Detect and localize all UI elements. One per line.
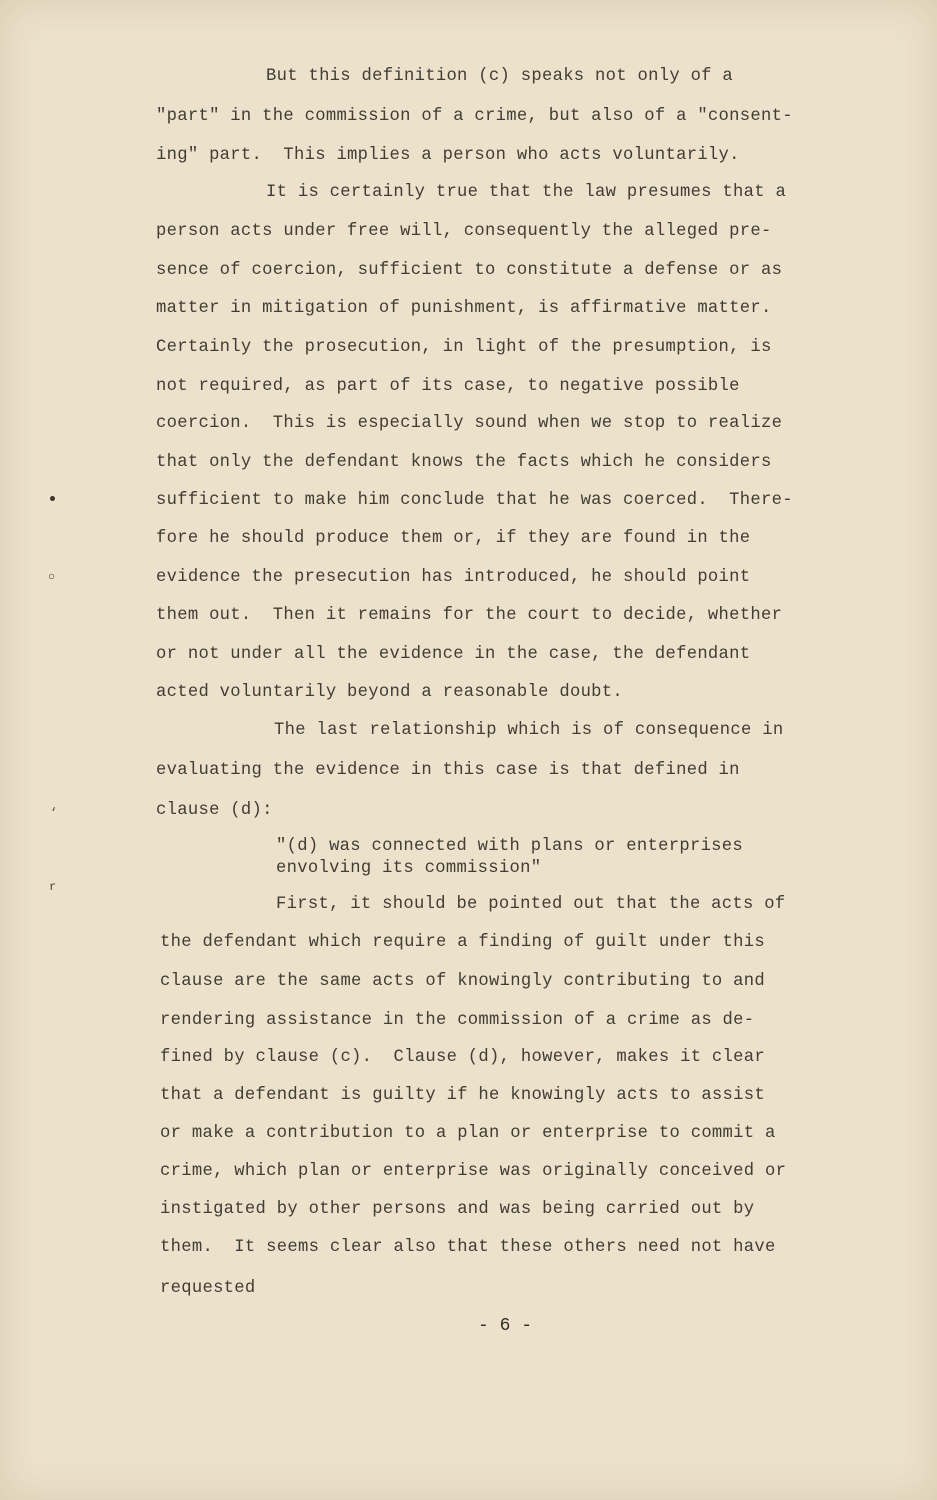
margin-mark: r — [49, 880, 57, 894]
text-line: "part" in the commission of a crime, but also of a "consent- — [156, 107, 793, 126]
text-line: evidence the presecution has introduced, he should point — [156, 568, 751, 587]
text-line: person acts under free will, consequently the alleged pre- — [156, 222, 772, 241]
text-line: evaluating the evidence in this case is that defined in — [156, 761, 740, 780]
text-line: them out. Then it remains for the court to decide, whether — [156, 606, 783, 625]
text-line: not required, as part of its case, to negative possible — [156, 377, 740, 396]
text-line: the defendant which require a finding of guilt under this — [160, 933, 766, 952]
text-line: or not under all the evidence in the case, the defendant — [156, 645, 751, 664]
text-line: Certainly the prosecution, in light of the presumption, is — [156, 338, 772, 357]
text-line: ing" part. This implies a person who acts voluntarily. — [156, 146, 740, 165]
margin-mark: ‘ — [50, 806, 58, 820]
text-line: sence of coercion, sufficient to constitute a defense or as — [156, 261, 783, 280]
text-line: acted voluntarily beyond a reasonable doubt. — [156, 683, 624, 702]
text-line: that only the defendant knows the facts which he considers — [156, 453, 772, 472]
text-line: First, it should be pointed out that the acts of — [276, 895, 786, 914]
text-line: But this definition (c) speaks not only of a — [266, 67, 734, 86]
text-line: coercion. This is especially sound when we stop to realize — [156, 414, 783, 433]
page-number: - 6 - — [478, 1316, 533, 1336]
text-line: fore he should produce them or, if they are found in the — [156, 529, 751, 548]
margin-mark: ○ — [48, 570, 56, 584]
text-line: or make a contribution to a plan or enterprise to commit a — [160, 1124, 776, 1143]
text-line: The last relationship which is of consequence in — [274, 721, 784, 740]
text-line: them. It seems clear also that these others need not have — [160, 1238, 776, 1257]
text-line: sufficient to make him conclude that he was coerced. There- — [156, 491, 793, 510]
text-line: clause (d): — [156, 801, 273, 820]
text-line: crime, which plan or enterprise was originally conceived or — [160, 1162, 787, 1181]
text-line: clause are the same acts of knowingly contributing to and — [160, 972, 766, 991]
text-line: It is certainly true that the law presumes that a — [266, 183, 787, 202]
quoted-clause-line: envolving its commission" — [276, 859, 542, 878]
text-line: that a defendant is guilty if he knowingly acts to assist — [160, 1086, 766, 1105]
text-line: requested — [160, 1279, 256, 1298]
quoted-clause-line: "(d) was connected with plans or enterprises — [276, 837, 744, 856]
text-line: instigated by other persons and was being carried out by — [160, 1200, 755, 1219]
margin-mark — [50, 496, 55, 501]
text-line: rendering assistance in the commission of a crime as de- — [160, 1011, 755, 1030]
text-line: fined by clause (c). Clause (d), however, makes it clear — [160, 1048, 766, 1067]
text-line: matter in mitigation of punishment, is affirmative matter. — [156, 299, 772, 318]
